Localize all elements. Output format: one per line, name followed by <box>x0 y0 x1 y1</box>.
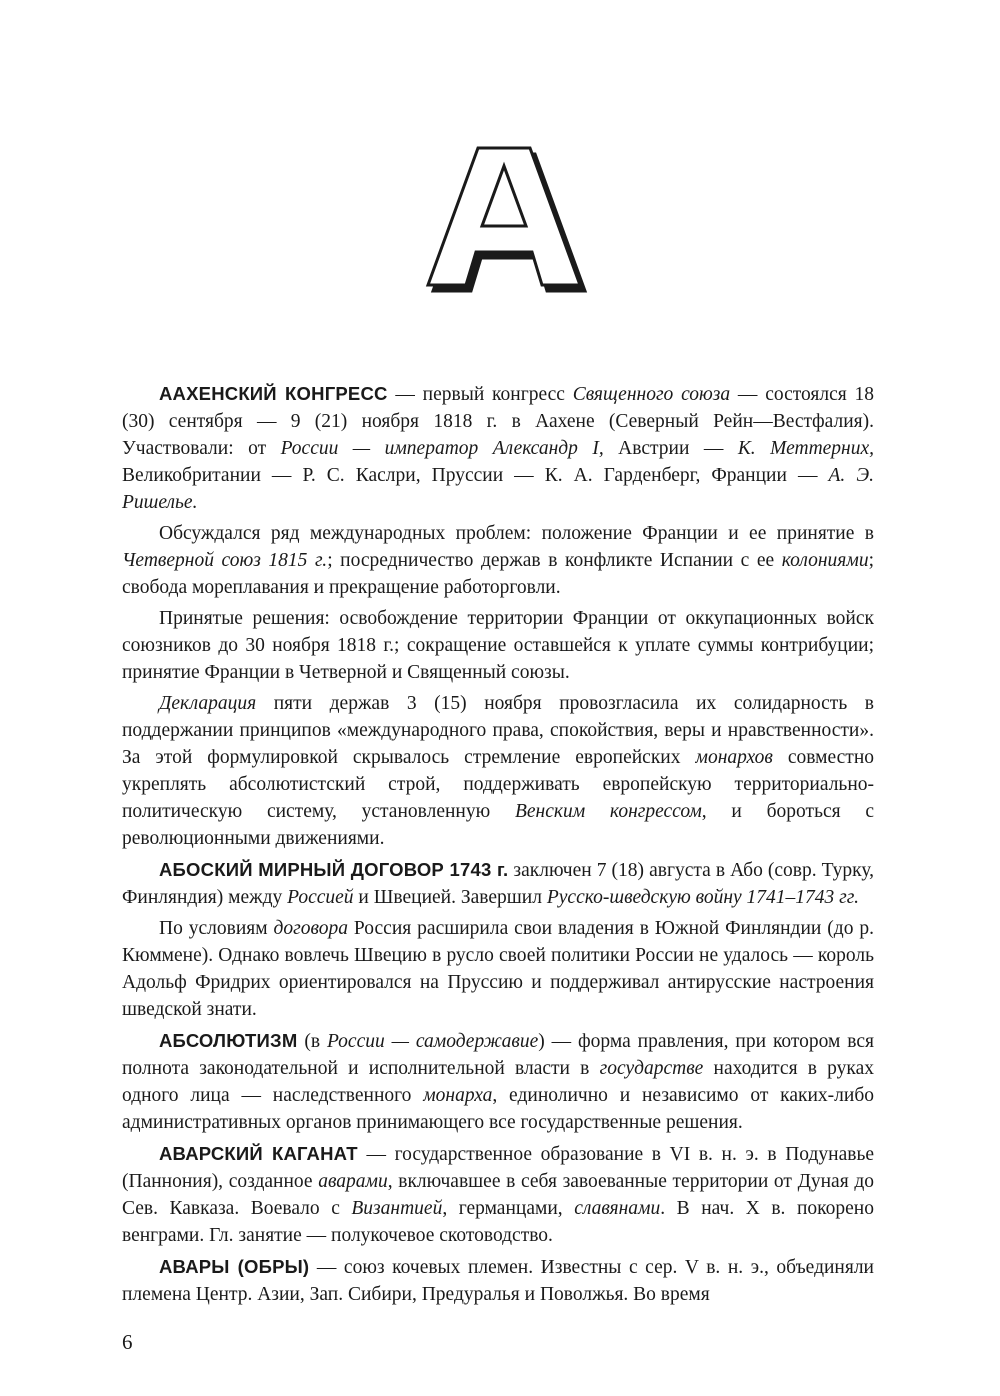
dictionary-body <box>122 380 874 1308</box>
entry-aachen-p2: Обсуждался ряд международных проблем: положение Франции и ее принятие в Четверной союз 1815 г.; посредничество держав в конфликте Испании с ее колониями; свобода мореплавания и прекращение работорговли. <box>122 523 874 598</box>
headword-avar-khaganate: АВАРСКИЙ КАГАНАТ <box>159 1143 358 1164</box>
entry-absolutism: АБСОЛЮТИЗМ (в России — самодержавие) — форма правления, при котором вся полнота законодательной и исполнительной власти в государстве находится в руках одного лица — наследственного монарха, единолично и независимо от каких-либо административных органов принимающего все государственные решения. <box>122 1030 875 1133</box>
entry-abo-p1: АБОСКИЙ МИРНЫЙ ДОГОВОР 1743 г. заключен 7 (18) августа в Або (совр. Турку, Финляндия) между Россией и Швецией. Завершил Русско-шведскую войну 1741–1743 гг. <box>122 859 874 908</box>
headword-aachen: ААХЕНСКИЙ КОНГРЕСС <box>159 383 388 404</box>
section-letter <box>420 140 590 310</box>
section-letter-graphic <box>420 140 590 310</box>
entry-avars: АВАРЫ (ОБРЫ) — союз кочевых племен. Известны с сер. V в. н. э., объединяли племена Центр. Азии, Зап. Сибири, Предуралья и Поволжья. Во время <box>122 1256 874 1305</box>
entry-avar-khaganate: АВАРСКИЙ КАГАНАТ — государственное образование в VI в. н. э. в Подунавье (Паннония), созданное аварами, включавшее в себя завоеванные территории от Дуная до Сев. Кавказа. Воевало с Византией, германцами, славянами. В нач. X в. покорено венграми. Гл. занятие — полукочевое скотоводство. <box>122 1143 874 1246</box>
headword-absolutism: АБСОЛЮТИЗМ <box>159 1030 298 1051</box>
entry-abo-p2: По условиям договора Россия расширила свои владения в Южной Финляндии (до р. Кюммене). Однако вовлечь Швецию в русло своей политики России не удалось — король Адольф Фридрих ориентировался на Пруссию и поддерживал антирусские настроения шведской знати. <box>122 918 875 1020</box>
headword-abo: АБОСКИЙ МИРНЫЙ ДОГОВОР 1743 г. <box>159 859 509 880</box>
entry-aachen-p3: Принятые решения: освобождение территории Франции от оккупационных войск союзников до 30 ноября 1818 г.; сокращение оставшейся к уплате суммы контрибуции; принятие Франции в Четверной и Священный союзы. <box>122 608 874 683</box>
page-number: 6 <box>122 1330 133 1354</box>
headword-avars: АВАРЫ (ОБРЫ) <box>159 1256 310 1277</box>
entry-aachen-p4: Декларация пяти держав 3 (15) ноября провозгласила их солидарность в поддержании принципов «международного права, спокойствия, веры и нравственности». За этой формулировкой скрывалось стремление европейских монархов совместно укреплять абсолютистский строй, поддерживать европейскую территориально-политическую систему, установленную Венским конгрессом, и бороться с революционными движениями. <box>122 693 875 849</box>
entry-aachen-p1: ААХЕНСКИЙ КОНГРЕСС — первый конгресс Священного союза — состоялся 18 (30) сентября — 9 (21) ноября 1818 г. в Аахене (Северный Рейн—Вестфалия). Участвовали: от России — император Александр I, Австрии — К. Меттерних, Великобритании — Р. С. Каслри, Пруссии — К. А. Гарденберг, Франции — А. Э. Ришелье. <box>122 383 875 513</box>
